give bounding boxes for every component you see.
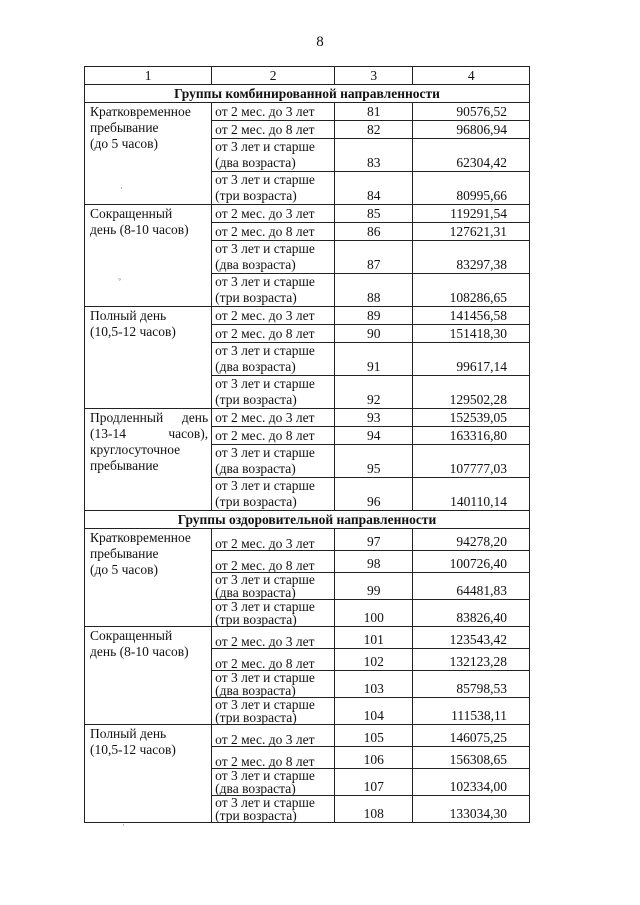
age-range-cell: от 2 мес. до 3 лет [212, 725, 335, 747]
column-number-2: 2 [212, 67, 335, 85]
cost-cell: 127621,31 [413, 223, 530, 241]
code-cell: 101 [335, 627, 413, 649]
code-cell: 97 [335, 529, 413, 551]
cost-cell: 100726,40 [413, 551, 530, 573]
age-range-cell: от 2 мес. до 8 лет [212, 121, 335, 139]
age-range-cell: от 2 мес. до 8 лет [212, 325, 335, 343]
cost-cell: 94278,20 [413, 529, 530, 551]
age-range-cell: от 3 лет и старше (два возраста) [212, 573, 335, 600]
code-cell: 82 [335, 121, 413, 139]
cost-cell: 80995,66 [413, 172, 530, 205]
cost-cell: 133034,30 [413, 796, 530, 823]
age-range-cell: от 3 лет и старше (три возраста) [212, 698, 335, 725]
cost-cell: 83826,40 [413, 600, 530, 627]
cost-cell: 141456,58 [413, 307, 530, 325]
age-range-cell: от 3 лет и старше (три возраста) [212, 796, 335, 823]
code-cell: 107 [335, 769, 413, 796]
group-name-cell: Продленный день (13-14 часов), круглосуточное пребывание [85, 409, 212, 511]
cost-cell: 90576,52 [413, 103, 530, 121]
code-cell: 92 [335, 376, 413, 409]
age-range-cell: от 3 лет и старше (два возраста) [212, 343, 335, 376]
age-range-cell: от 2 мес. до 8 лет [212, 223, 335, 241]
table-body [85, 85, 530, 823]
cost-cell: 152539,05 [413, 409, 530, 427]
cost-cell: 140110,14 [413, 478, 530, 511]
age-range-cell: от 2 мес. до 3 лет [212, 103, 335, 121]
cost-cell: 119291,54 [413, 205, 530, 223]
code-cell: 108 [335, 796, 413, 823]
section-title: Группы комбинированной направленности [85, 85, 530, 103]
column-number-4: 4 [413, 67, 530, 85]
code-cell: 102 [335, 649, 413, 671]
code-cell: 90 [335, 325, 413, 343]
tariff-table [84, 66, 530, 823]
group-name-cell: Кратковременное пребывание (до 5 часов) [85, 529, 212, 627]
table-row [85, 205, 530, 223]
group-name-cell: Сокращенный день (8-10 часов) [85, 205, 212, 307]
code-cell: 106 [335, 747, 413, 769]
scan-speck: ◦ [118, 274, 122, 284]
column-number-1: 1 [85, 67, 212, 85]
code-cell: 104 [335, 698, 413, 725]
code-cell: 81 [335, 103, 413, 121]
age-range-cell: от 3 лет и старше (три возраста) [212, 376, 335, 409]
age-range-cell: от 2 мес. до 3 лет [212, 627, 335, 649]
table-row [85, 529, 530, 551]
age-range-cell: от 3 лет и старше (два возраста) [212, 671, 335, 698]
code-cell: 95 [335, 445, 413, 478]
age-range-cell: от 3 лет и старше (два возраста) [212, 139, 335, 172]
age-range-cell: от 3 лет и старше (три возраста) [212, 274, 335, 307]
cost-cell: 96806,94 [413, 121, 530, 139]
age-range-cell: от 2 мес. до 8 лет [212, 551, 335, 573]
age-range-cell: от 2 мес. до 8 лет [212, 427, 335, 445]
age-range-cell: от 2 мес. до 3 лет [212, 409, 335, 427]
code-cell: 100 [335, 600, 413, 627]
code-cell: 96 [335, 478, 413, 511]
column-number-row [85, 67, 530, 85]
age-range-cell: от 3 лет и старше (три возраста) [212, 172, 335, 205]
code-cell: 99 [335, 573, 413, 600]
column-number-3: 3 [335, 67, 413, 85]
scan-speck: · [122, 820, 125, 830]
code-cell: 98 [335, 551, 413, 573]
age-range-cell: от 2 мес. до 3 лет [212, 529, 335, 551]
scan-speck: · [120, 183, 123, 193]
cost-cell: 62304,42 [413, 139, 530, 172]
cost-cell: 129502,28 [413, 376, 530, 409]
cost-cell: 123543,42 [413, 627, 530, 649]
code-cell: 87 [335, 241, 413, 274]
age-range-cell: от 3 лет и старше (три возраста) [212, 600, 335, 627]
code-cell: 89 [335, 307, 413, 325]
code-cell: 93 [335, 409, 413, 427]
age-range-cell: от 3 лет и старше (два возраста) [212, 445, 335, 478]
age-range-cell: от 2 мес. до 8 лет [212, 649, 335, 671]
code-cell: 83 [335, 139, 413, 172]
section-row [85, 85, 530, 103]
cost-cell: 83297,38 [413, 241, 530, 274]
cost-cell: 99617,14 [413, 343, 530, 376]
cost-cell: 156308,65 [413, 747, 530, 769]
table-row [85, 103, 530, 121]
code-cell: 85 [335, 205, 413, 223]
table-row [85, 627, 530, 649]
group-name-cell: Сокращенный день (8-10 часов) [85, 627, 212, 725]
cost-cell: 146075,25 [413, 725, 530, 747]
code-cell: 84 [335, 172, 413, 205]
cost-cell: 111538,11 [413, 698, 530, 725]
table-row [85, 725, 530, 747]
cost-cell: 102334,00 [413, 769, 530, 796]
cost-cell: 85798,53 [413, 671, 530, 698]
group-name-cell: Полный день (10,5-12 часов) [85, 307, 212, 409]
cost-cell: 108286,65 [413, 274, 530, 307]
code-cell: 91 [335, 343, 413, 376]
section-title: Группы оздоровительной направленности [85, 511, 530, 529]
cost-cell: 163316,80 [413, 427, 530, 445]
code-cell: 86 [335, 223, 413, 241]
age-range-cell: от 2 мес. до 3 лет [212, 307, 335, 325]
cost-cell: 107777,03 [413, 445, 530, 478]
group-name-cell: Полный день (10,5-12 часов) [85, 725, 212, 823]
code-cell: 88 [335, 274, 413, 307]
age-range-cell: от 3 лет и старше (два возраста) [212, 769, 335, 796]
group-name-cell: Кратковременное пребывание (до 5 часов) [85, 103, 212, 205]
code-cell: 103 [335, 671, 413, 698]
cost-cell: 64481,83 [413, 573, 530, 600]
age-range-cell: от 2 мес. до 3 лет [212, 205, 335, 223]
section-row [85, 511, 530, 529]
age-range-cell: от 3 лет и старше (три возраста) [212, 478, 335, 511]
age-range-cell: от 2 мес. до 8 лет [212, 747, 335, 769]
table-row [85, 307, 530, 325]
cost-cell: 151418,30 [413, 325, 530, 343]
page-number: 8 [316, 34, 324, 50]
code-cell: 105 [335, 725, 413, 747]
age-range-cell: от 3 лет и старше (два возраста) [212, 241, 335, 274]
cost-cell: 132123,28 [413, 649, 530, 671]
table-row [85, 409, 530, 427]
code-cell: 94 [335, 427, 413, 445]
